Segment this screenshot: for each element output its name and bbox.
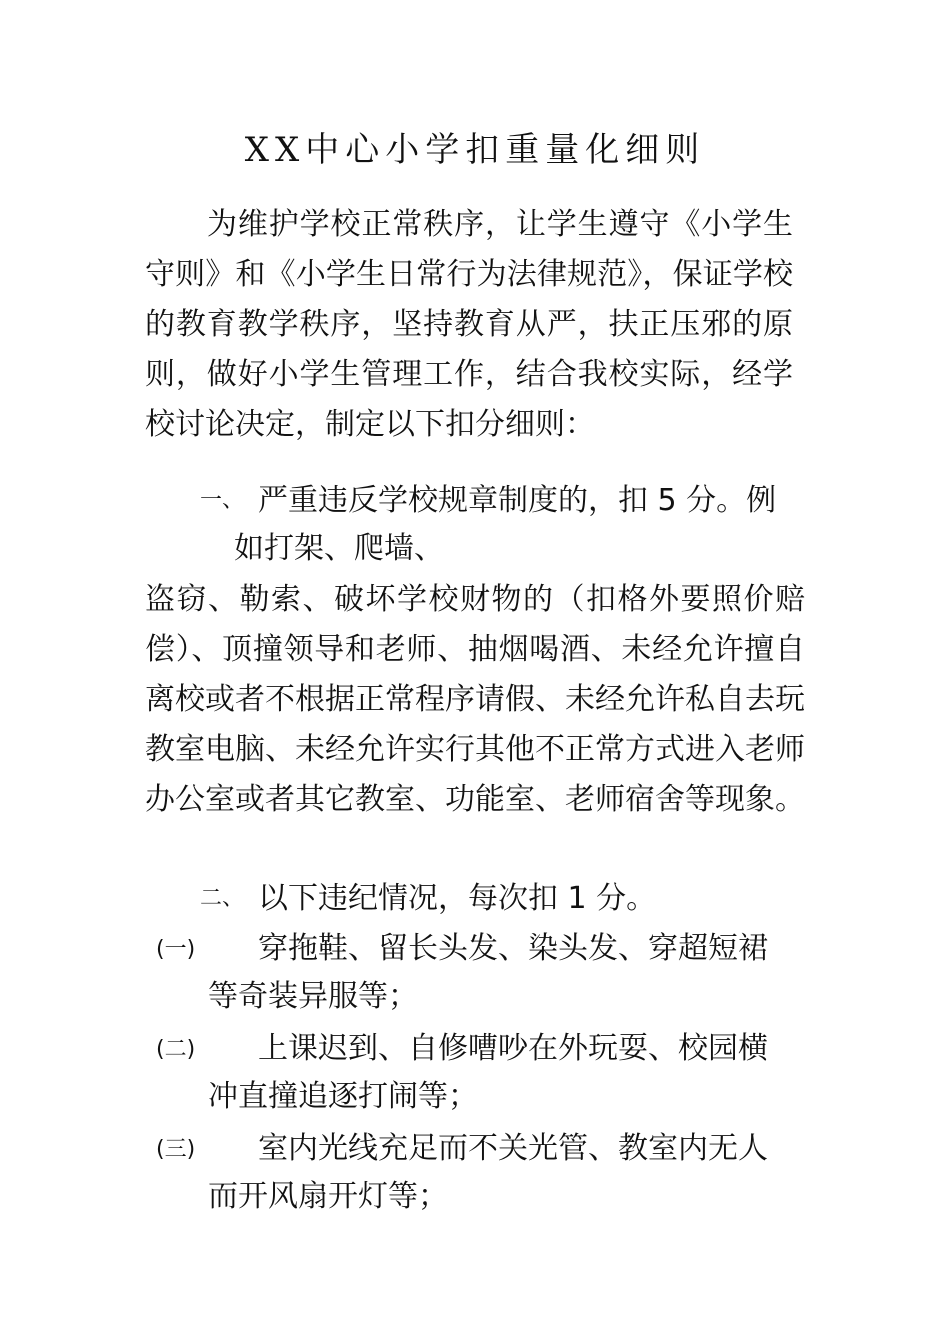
list-item-1-line-2: 等奇装异服等； (208, 979, 418, 1014)
list-item-1-line-1: 穿拖鞋、留长头发、染头发、穿超短裙 (258, 931, 768, 966)
list-item-3-marker: (三) (156, 1137, 196, 1162)
section-2-marker: 二、 (200, 886, 245, 911)
page-title: XX中心小学扣重量化细则 (244, 130, 706, 170)
list-item-2-line-2: 冲直撞追逐打闹等； (208, 1079, 478, 1114)
list-item-2-line-1: 上课迟到、自修嘈吵在外玩耍、校园横 (258, 1031, 768, 1066)
list-item-1-marker: (一) (156, 937, 196, 962)
list-item-3-line-1: 室内光线充足而不关光管、教室内无人 (258, 1131, 768, 1166)
list-item-2-marker: (二) (156, 1037, 196, 1062)
section-1-body: 盗窃、勒索、破坏学校财物的（扣格外要照价赔偿）、顶撞领导和老师、抽烟喝酒、未经允许擅自离校或者不根据正常程序请假、未经允许私自去玩教室电脑、未经允许实行其他不正常方式进入老师办公室或者其它教室、功能室、老师宿舍等现象。 (145, 582, 805, 817)
section-1-heading-line-2: 如打架、爬墙、 (234, 531, 444, 566)
section-1-marker: 一、 (200, 488, 245, 513)
section-2-heading: 以下违纪情况，每次扣 1 分。 (258, 881, 657, 916)
section-1-heading-line-1: 严重违反学校规章制度的，扣 5 分。例 (258, 483, 777, 518)
list-item-3-line-2: 而开风扇开灯等； (208, 1179, 448, 1214)
intro-paragraph: 为维护学校正常秩序，让学生遵守《小学生守则》和《小学生日常行为法律规范》，保证学校的教育教学秩序，坚持教育从严，扶正压邪的原则，做好小学生管理工作，结合我校实际，经学校讨论决定，制定以下扣分细则： (145, 207, 793, 442)
